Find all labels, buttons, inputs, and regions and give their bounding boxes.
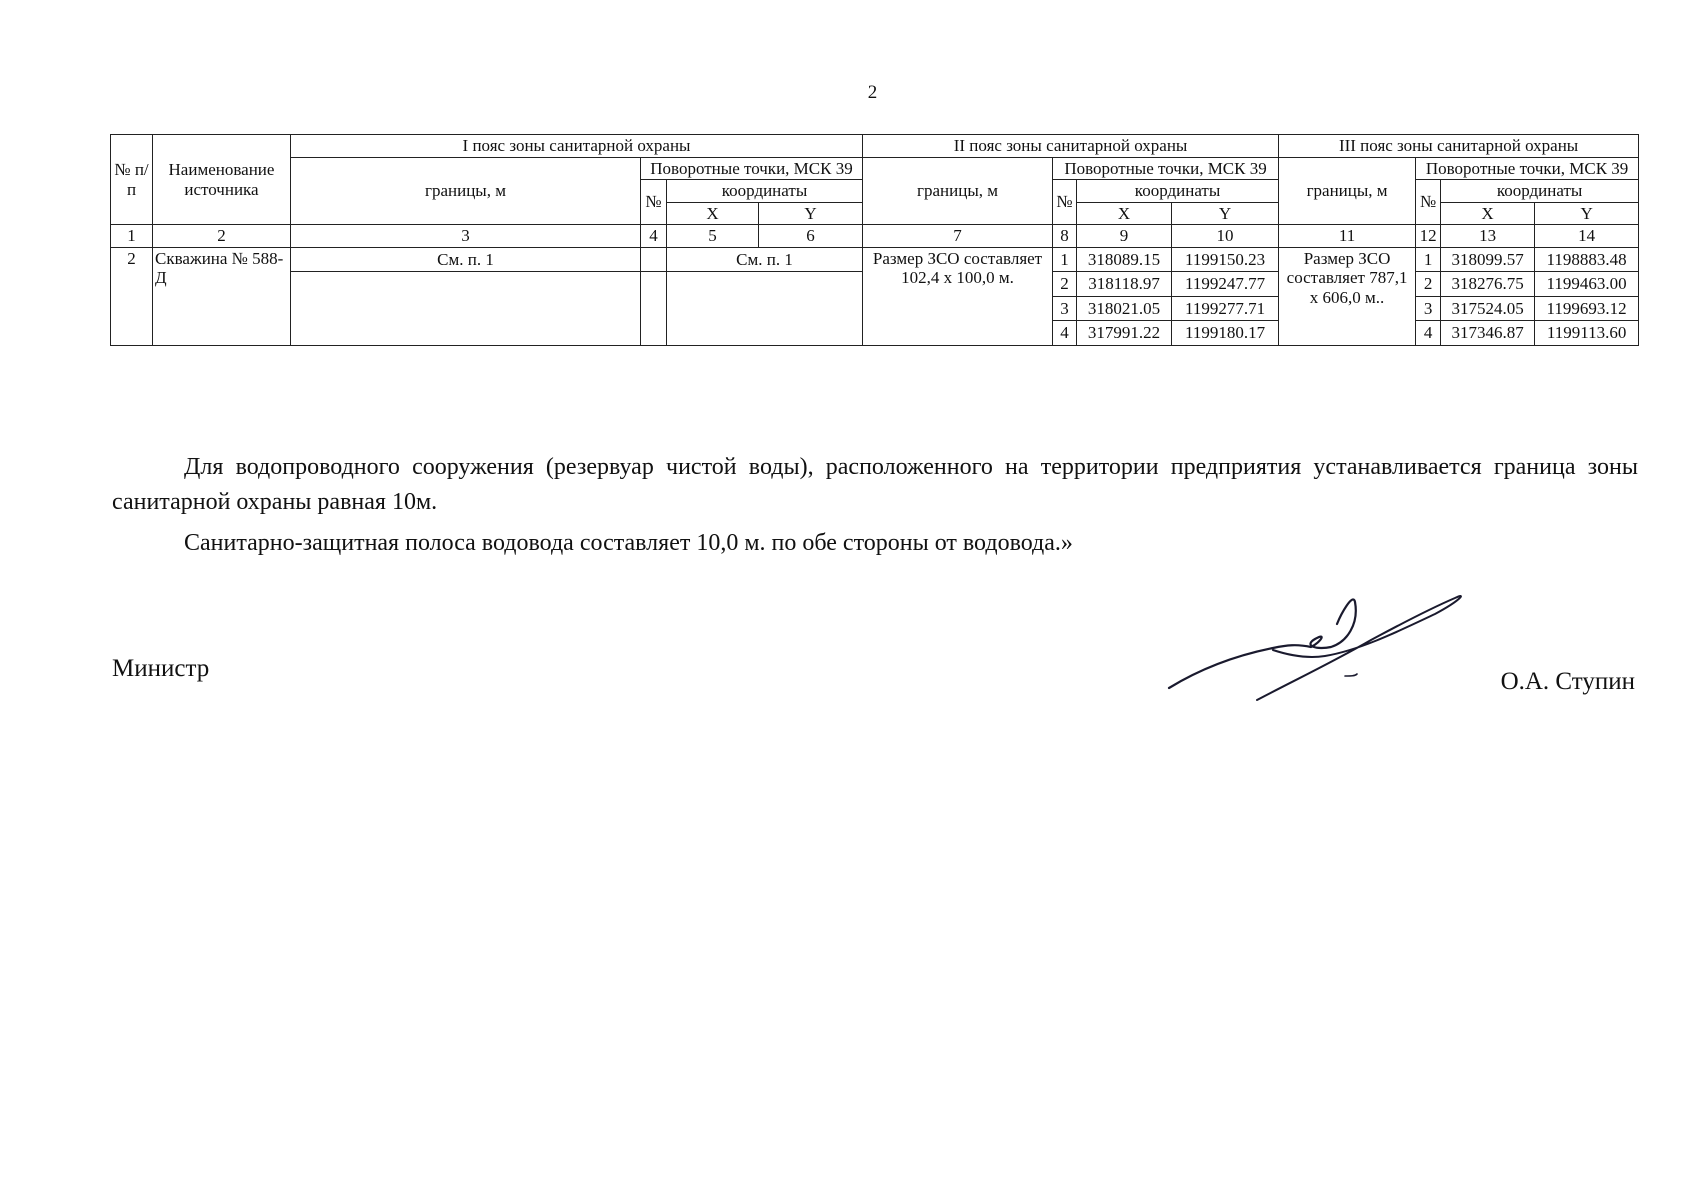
column-number: 13 (1441, 225, 1535, 248)
belt3-point-no: 1 (1416, 247, 1441, 272)
header-turn-points-3: Поворотные точки, МСК 39 (1416, 157, 1639, 180)
table-header-row (111, 157, 1639, 180)
belt3-point-x: 317524.05 (1441, 296, 1535, 321)
header-coords-1: координаты (667, 180, 863, 203)
column-number: 5 (667, 225, 759, 248)
belt3-point-y: 1198883.48 (1535, 247, 1639, 272)
page-number: 2 (867, 82, 878, 103)
belt1-empty-points (667, 272, 863, 346)
source-name: Скважина № 588-Д (153, 247, 291, 345)
belt2-borders: Размер ЗСО составляет 102,4 х 100,0 м. (863, 247, 1053, 345)
belt3-point-no: 2 (1416, 272, 1441, 297)
belt3-point-y: 1199463.00 (1535, 272, 1639, 297)
belt2-point-x: 318118.97 (1077, 272, 1172, 297)
belt2-point-x: 318089.15 (1077, 247, 1172, 272)
header-borders-2: границы, м (863, 157, 1053, 225)
header-borders-3: границы, м (1279, 157, 1416, 225)
header-turn-points-1: Поворотные точки, МСК 39 (641, 157, 863, 180)
column-number: 11 (1279, 225, 1416, 248)
row-num: 2 (111, 247, 153, 345)
column-number: 7 (863, 225, 1053, 248)
header-y-3: Y (1535, 202, 1639, 225)
column-number: 9 (1077, 225, 1172, 248)
belt1-points: См. п. 1 (667, 247, 863, 272)
column-number: 1 (111, 225, 153, 248)
header-belt-3: III пояс зоны санитарной охраны (1279, 135, 1639, 158)
belt2-point-no: 3 (1053, 296, 1077, 321)
belt3-point-no: 4 (1416, 321, 1441, 346)
header-x-2: X (1077, 202, 1172, 225)
header-no-2: № (1053, 180, 1077, 225)
column-number: 8 (1053, 225, 1077, 248)
belt2-point-y: 1199180.17 (1172, 321, 1279, 346)
belt1-empty-no (641, 272, 667, 346)
belt2-point-x: 318021.05 (1077, 296, 1172, 321)
column-number-row (111, 225, 1639, 248)
belt3-point-x: 317346.87 (1441, 321, 1535, 346)
column-number: 12 (1416, 225, 1441, 248)
column-number: 6 (759, 225, 863, 248)
column-number: 2 (153, 225, 291, 248)
table-header-row (111, 135, 1639, 158)
signer-name: О.А. Ступин (1500, 668, 1635, 695)
header-borders-1: границы, м (291, 157, 641, 225)
header-y-1: Y (759, 202, 863, 225)
belt3-point-x: 318276.75 (1441, 272, 1535, 297)
column-number: 10 (1172, 225, 1279, 248)
belt3-point-y: 1199113.60 (1535, 321, 1639, 346)
column-number: 3 (291, 225, 641, 248)
header-col-name: Наименование источника (153, 135, 291, 225)
header-coords-3: координаты (1441, 180, 1639, 203)
belt3-point-y: 1199693.12 (1535, 296, 1639, 321)
header-x-3: X (1441, 202, 1535, 225)
header-x-1: X (667, 202, 759, 225)
belt3-point-no: 3 (1416, 296, 1441, 321)
header-belt-2: II пояс зоны санитарной охраны (863, 135, 1279, 158)
belt2-point-y: 1199150.23 (1172, 247, 1279, 272)
belt2-point-no: 4 (1053, 321, 1077, 346)
belt2-point-no: 1 (1053, 247, 1077, 272)
header-belt-1: I пояс зоны санитарной охраны (291, 135, 863, 158)
header-no-3: № (1416, 180, 1441, 225)
header-turn-points-2: Поворотные точки, МСК 39 (1053, 157, 1279, 180)
header-y-2: Y (1172, 202, 1279, 225)
column-number: 14 (1535, 225, 1639, 248)
header-coords-2: координаты (1077, 180, 1279, 203)
belt2-point-y: 1199277.71 (1172, 296, 1279, 321)
belt3-borders: Размер ЗСО составляет 787,1 х 606,0 м.. (1279, 247, 1416, 345)
sanitary-zone-table (110, 134, 1639, 346)
belt3-point-x: 318099.57 (1441, 247, 1535, 272)
header-col-num: № п/п (111, 135, 153, 225)
column-number: 4 (641, 225, 667, 248)
belt1-no-cell (641, 247, 667, 272)
belt2-point-no: 2 (1053, 272, 1077, 297)
belt1-empty-borders (291, 272, 641, 346)
table-row (111, 247, 1639, 272)
signature-image (1165, 584, 1475, 704)
belt1-borders: См. п. 1 (291, 247, 641, 272)
paragraph-pipeline: Санитарно-защитная полоса водовода составляет 10,0 м. по обе стороны от водовода.» (184, 530, 1073, 556)
belt2-point-x: 317991.22 (1077, 321, 1172, 346)
header-no-1: № (641, 180, 667, 225)
signer-title: Министр (112, 655, 210, 682)
paragraph-reservoir: Для водопроводного сооружения (резервуар чистой воды), расположенного на территории предприятия устанавливается граница зоны санитарной охраны равная 10м. (112, 454, 1638, 515)
belt2-point-y: 1199247.77 (1172, 272, 1279, 297)
